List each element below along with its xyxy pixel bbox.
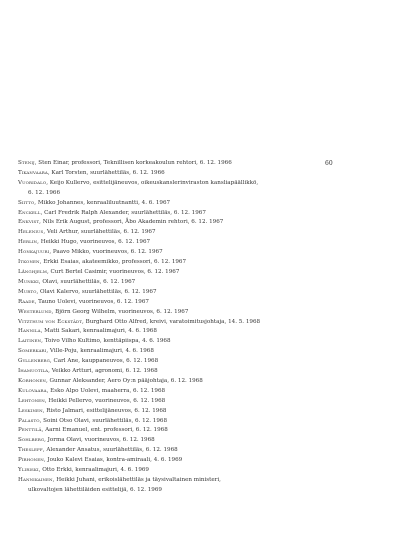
entry-surname: Kulovaara xyxy=(18,387,47,394)
list-item xyxy=(18,209,348,219)
entry-details: , Björn Georg Wilhelm, vuorineuvos, 6. 12. 1967 xyxy=(51,308,189,315)
entry-details: , Olavi, suurlähettiläs, 6. 12. 1967 xyxy=(38,278,136,285)
list-item xyxy=(18,199,348,209)
entry-surname: Munkki xyxy=(18,278,39,285)
list-item xyxy=(18,347,348,357)
entry-details-continued: ulkovaltojen lähettiläiden esittelijä, 6. 12. 1969 xyxy=(28,486,162,493)
entry-details: , Keijo Kullervo, esittelijäneuvos, oikeuskanslerinviraston kansliapäällikkö, xyxy=(46,179,259,186)
entry-surname: Hannila xyxy=(18,328,41,335)
list-item xyxy=(18,407,348,417)
entry-surname: Thesleff xyxy=(18,447,43,454)
entry-surname: Vuoridalo xyxy=(18,179,47,186)
entry-surname: Laitinen xyxy=(18,338,42,345)
list-item xyxy=(18,218,348,228)
list-item xyxy=(18,228,348,238)
list-item xyxy=(18,466,348,476)
list-item xyxy=(18,327,348,337)
entry-details: , Jouko Kalevi Esaias, kontra-amiraali, 4. 6. 1969 xyxy=(43,457,183,464)
entry-surname: Murto xyxy=(18,288,37,295)
entry-details: , Risto Jalmari, esittelijäneuvos, 6. 12. 1968 xyxy=(42,407,167,414)
entry-details: , Mikko Johannes, kenraaliluutnantti, 4. 6. 1967 xyxy=(34,199,171,206)
list-item xyxy=(18,417,348,427)
entry-surname: Korhonen xyxy=(18,377,46,384)
list-item xyxy=(18,456,348,466)
list-item xyxy=(18,308,348,318)
entry-surname: Itkonen xyxy=(18,259,40,266)
entry-details: , Tauno Uolevi, vuorineuvos, 6. 12. 1967 xyxy=(34,298,149,305)
entry-details: , Toivo Vilho Kultimo, kenttäpiispa, 4. 6. 1968 xyxy=(41,338,171,345)
entry-details: , Jorma Olavi, vuorineuvos, 6. 12. 1968 xyxy=(44,437,155,444)
entry-details: , Esko Alpo Uolevi, maaherra, 6. 12. 1968 xyxy=(46,387,166,394)
entry-surname: Helenius xyxy=(18,229,44,236)
entry-surname: Sohlberg xyxy=(18,437,45,444)
entry-list xyxy=(18,159,348,496)
entry-surname: Yliriski xyxy=(18,467,39,474)
entry-surname: Raade xyxy=(18,298,35,305)
list-item xyxy=(18,179,348,199)
entry-surname: Westerlund xyxy=(18,308,52,315)
entry-details: , Carl Fredrik Ralph Alexander, suurlähettiläs, 6. 12. 1967 xyxy=(40,209,206,216)
list-item xyxy=(18,298,348,308)
entry-details: , Matti Sakari, kenraalimajuri, 4. 6. 1968 xyxy=(40,328,157,335)
page-number: 60 xyxy=(325,160,333,167)
entry-surname: Tikanvaara xyxy=(18,169,48,176)
entry-details: , Olavi Kalervo, suurlähettiläs, 6. 12. 1967 xyxy=(36,288,157,295)
list-item xyxy=(18,258,348,268)
entry-details: , Karl Torsten, suurlähettiläs, 6. 12. 1966 xyxy=(47,169,165,176)
list-item xyxy=(18,367,348,377)
entry-details: , Curt Bertel Casimir, vuorineuvos, 6. 12. 1967 xyxy=(46,268,180,275)
entry-surname: Gyllenberg xyxy=(18,358,50,365)
entry-details: , Burghard Otto Alfred, kreivi, varatoimitusjohtaja, 14. 5. 1968 xyxy=(82,318,261,325)
entry-details: , Ville-Poju, kenraalimajuri, 4. 6. 1968 xyxy=(46,348,154,355)
list-item xyxy=(18,248,348,258)
entry-details: , Heikki Juhani, erikoislähettiläs ja täysivaltainen ministeri, xyxy=(52,477,221,483)
list-item xyxy=(18,387,348,397)
entry-details: , Erkki Esaias, akateemikko, professori, 6. 12. 1967 xyxy=(39,259,187,266)
list-item xyxy=(18,446,348,456)
entry-details: , Veikko Artturi, agronomi, 6. 12. 1968 xyxy=(48,368,158,375)
entry-surname: Ihamuotila xyxy=(18,368,49,375)
list-item xyxy=(18,357,348,367)
entry-details: , Otto Erkki, kenraalimajuri, 4. 6. 1969 xyxy=(38,467,149,474)
entry-surname: Långhjelm xyxy=(18,268,47,275)
entry-details: , Sten Einar, professori, Teknillisen korkeakoulun rehtori, 6. 12. 1966 xyxy=(34,160,232,166)
entry-details: , Veli Arthur, suurlähettiläs, 6. 12. 1967 xyxy=(43,229,156,236)
entry-surname: Herlin xyxy=(18,239,38,246)
entry-surname: Penttilä xyxy=(18,427,42,434)
list-item xyxy=(18,169,348,179)
list-item xyxy=(18,397,348,407)
list-item xyxy=(18,159,348,169)
entry-details-continued: 6. 12. 1966 xyxy=(28,189,61,196)
entry-surname: Palasto xyxy=(18,417,40,424)
entry-surname: Enkvist xyxy=(18,219,40,226)
entry-details: , Soini Otso Olavi, suurlähettiläs, 6. 12. 1968 xyxy=(39,417,168,424)
entry-details: , Carl Ane, kauppaneuvos, 6. 12. 1968 xyxy=(49,358,159,365)
entry-details: , Nils Erik August, professori, Åbo Akademin rehtori, 6. 12. 1967 xyxy=(39,219,224,226)
entry-details: , Gunnar Aleksander, Aero Oy:n pääjohtaja, 6. 12. 1968 xyxy=(45,377,203,384)
entry-surname: Honkajuuri xyxy=(18,249,50,256)
entry-details: , Heikki Pellervo, vuorineuvos, 6. 12. 1968 xyxy=(44,397,166,404)
list-item xyxy=(18,377,348,387)
entry-details: , Heikki Hugo, vuorineuvos, 6. 12. 1967 xyxy=(37,239,151,246)
list-item xyxy=(18,278,348,288)
entry-surname: Somerkari xyxy=(18,348,47,355)
list-item xyxy=(18,476,348,496)
list-item xyxy=(18,238,348,248)
entry-surname: Hannikainen xyxy=(18,477,53,483)
list-item xyxy=(18,426,348,436)
entry-surname: Pirhonen xyxy=(18,457,44,464)
entry-surname: Vitzthum von Eckstädt xyxy=(18,318,83,325)
entry-surname: Lehtonen xyxy=(18,397,45,404)
entry-surname: Enckell xyxy=(18,209,41,216)
list-item xyxy=(18,318,348,328)
list-item xyxy=(18,436,348,446)
list-item xyxy=(18,337,348,347)
entry-surname: Siitto xyxy=(18,199,35,206)
entry-details: , Aarni Emanuel, ent. professori, 6. 12. 1968 xyxy=(41,427,168,434)
entry-surname: Leskinen xyxy=(18,407,43,414)
entry-details: , Alexander Ansatus, suurlähettiläs, 6. 12. 1968 xyxy=(42,447,178,454)
entry-surname: Stenij xyxy=(18,160,35,166)
list-item xyxy=(18,268,348,278)
entry-details: , Paavo Mikko, vuorineuvos, 6. 12. 1967 xyxy=(49,249,163,256)
list-item xyxy=(18,288,348,298)
